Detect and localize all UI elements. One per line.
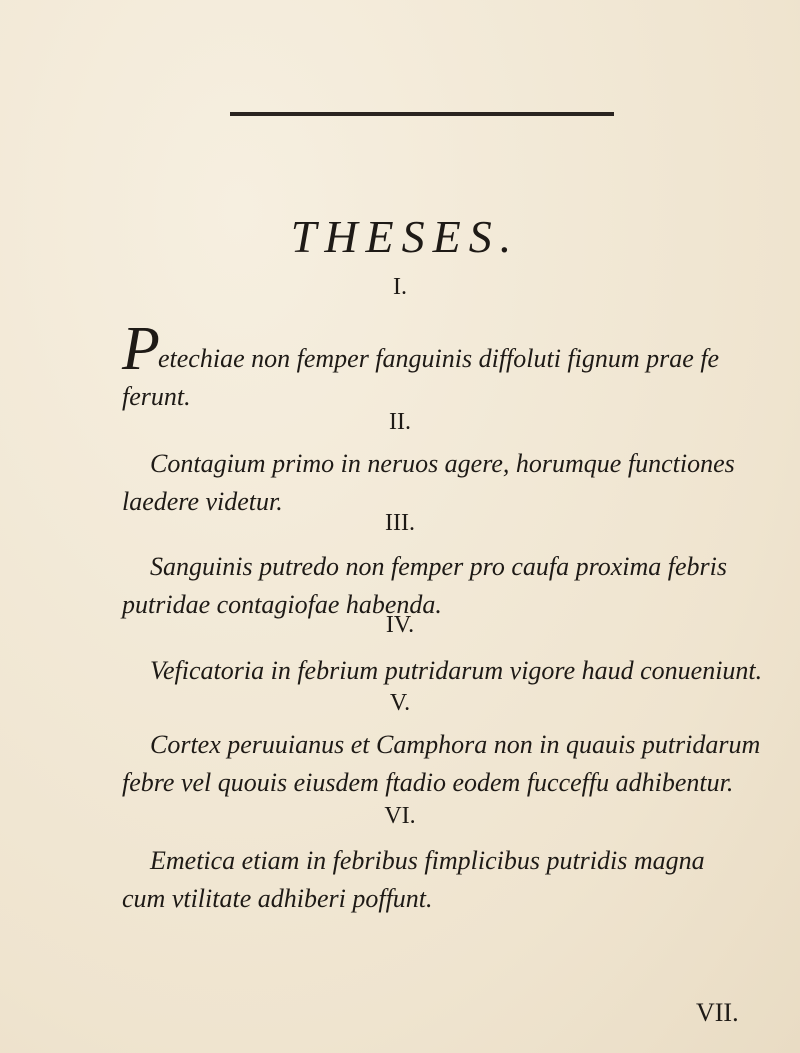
thesis-number-5: V. <box>389 690 411 716</box>
thesis-number-1: I. <box>393 274 407 300</box>
thesis-2-line-2: laedere videtur. <box>122 487 283 516</box>
thesis-5 <box>122 726 762 802</box>
thesis-3-line-2: putridae contagiofae habenda. <box>122 590 442 619</box>
thesis-2-line-1: Contagium primo in neruos agere, horumque functiones <box>150 449 735 478</box>
page-title: THESES. <box>290 211 520 262</box>
thesis-number-4: IV. <box>385 612 415 638</box>
thesis-5-line-2: febre vel quouis eiusdem ftadio eodem fucceffu adhibentur. <box>122 768 734 797</box>
drop-cap: P <box>122 315 160 383</box>
thesis-number-3: III. <box>385 510 415 536</box>
thesis-1-line-2: ferunt. <box>122 382 191 411</box>
header-rule <box>230 112 614 116</box>
thesis-1-line-1: etechiae non femper fanguinis diffoluti fignum prae fe <box>158 344 720 373</box>
thesis-4 <box>122 652 762 690</box>
thesis-6-line-2: cum vtilitate adhiberi poffunt. <box>122 884 433 913</box>
thesis-6-line-1: Emetica etiam in febribus fimplicibus putridis magna <box>150 846 705 875</box>
catchword: VII. <box>696 998 739 1027</box>
thesis-5-line-1: Cortex peruuianus et Camphora non in quauis putridarum <box>150 730 761 759</box>
thesis-1 <box>122 340 762 416</box>
thesis-number-6: VI. <box>384 803 416 829</box>
thesis-6 <box>122 842 762 918</box>
thesis-4-line-1: Veficatoria in febrium putridarum vigore haud conueniunt. <box>150 656 763 685</box>
thesis-number-2: II. <box>389 409 411 435</box>
thesis-3-line-1: Sanguinis putredo non femper pro caufa proxima febris <box>150 552 728 581</box>
